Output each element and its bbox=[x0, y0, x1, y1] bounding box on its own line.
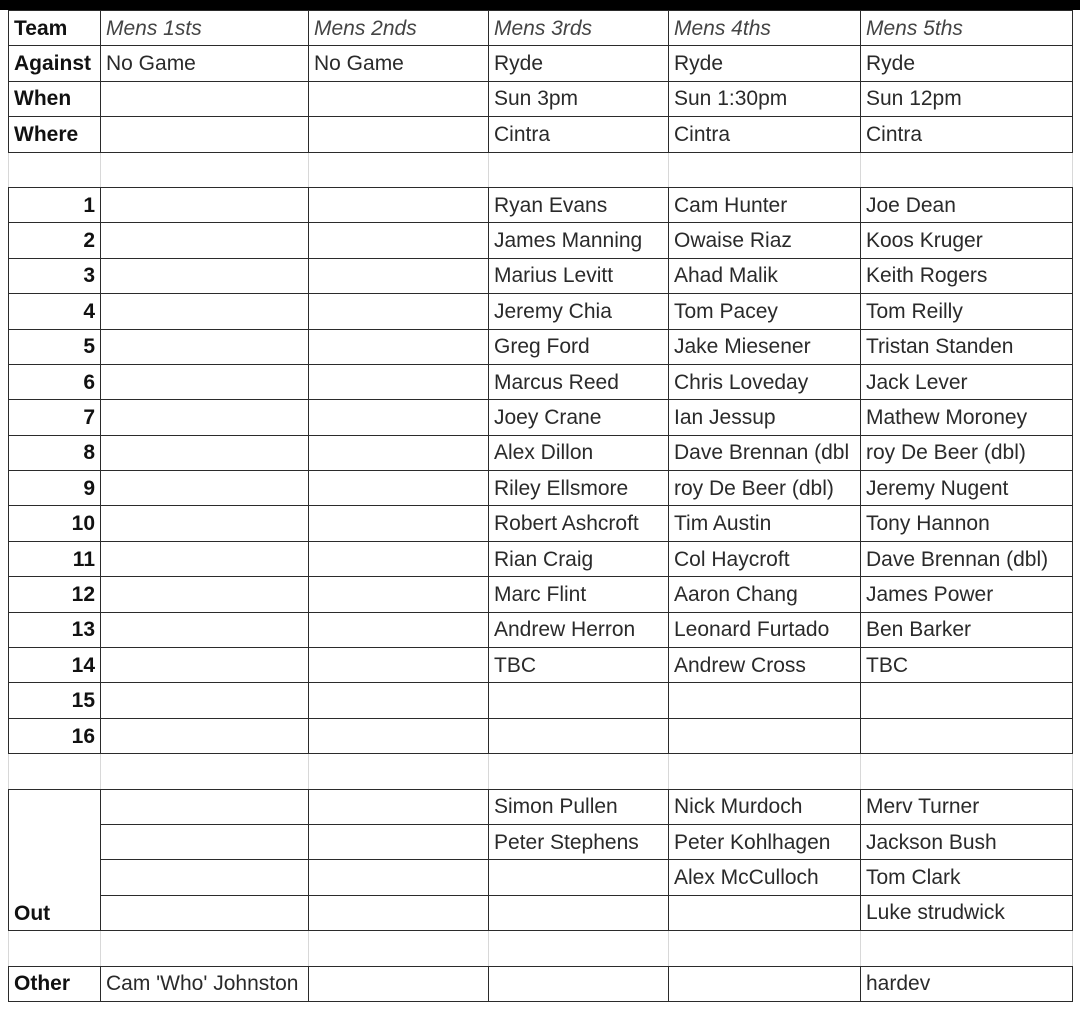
cell[interactable]: Tom Clark bbox=[861, 860, 1073, 895]
cell[interactable]: Ryde bbox=[861, 46, 1073, 81]
player-cell[interactable] bbox=[669, 683, 861, 718]
player-cell[interactable]: Col Haycroft bbox=[669, 541, 861, 576]
cell[interactable] bbox=[489, 931, 669, 966]
player-cell[interactable]: Tim Austin bbox=[669, 506, 861, 541]
player-number[interactable]: 10 bbox=[9, 506, 101, 541]
out-row bbox=[9, 789, 1073, 824]
cell[interactable] bbox=[309, 754, 489, 789]
player-cell[interactable] bbox=[309, 506, 489, 541]
cell[interactable] bbox=[309, 895, 489, 930]
player-cell[interactable] bbox=[309, 435, 489, 470]
player-row bbox=[9, 683, 1073, 718]
player-cell[interactable] bbox=[309, 577, 489, 612]
player-cell[interactable]: Keith Rogers bbox=[861, 258, 1073, 293]
player-cell[interactable] bbox=[669, 718, 861, 753]
other-row bbox=[9, 966, 1073, 1001]
cell[interactable]: Cintra bbox=[861, 117, 1073, 152]
cell[interactable] bbox=[669, 152, 861, 187]
player-rows bbox=[9, 187, 1073, 753]
cell[interactable] bbox=[861, 152, 1073, 187]
cell[interactable] bbox=[489, 152, 669, 187]
player-cell[interactable] bbox=[101, 400, 309, 435]
player-row bbox=[9, 258, 1073, 293]
cell[interactable]: Jackson Bush bbox=[861, 824, 1073, 859]
player-cell[interactable]: Marcus Reed bbox=[489, 364, 669, 399]
cell[interactable]: hardev bbox=[861, 966, 1073, 1001]
player-number[interactable]: 4 bbox=[9, 294, 101, 329]
cell[interactable]: No Game bbox=[101, 46, 309, 81]
player-cell[interactable]: Dave Brennan (dbl bbox=[669, 435, 861, 470]
player-cell[interactable] bbox=[101, 612, 309, 647]
team-header-mens-3rds[interactable]: Mens 3rds bbox=[489, 11, 669, 46]
player-cell[interactable] bbox=[309, 648, 489, 683]
spacer-row bbox=[9, 754, 1073, 789]
player-cell[interactable]: Jeremy Nugent bbox=[861, 471, 1073, 506]
player-cell[interactable]: Riley Ellsmore bbox=[489, 471, 669, 506]
when-label[interactable]: When bbox=[9, 81, 101, 116]
player-number[interactable]: 8 bbox=[9, 435, 101, 470]
cell[interactable] bbox=[489, 966, 669, 1001]
cell[interactable]: Cintra bbox=[489, 117, 669, 152]
player-cell[interactable]: Chris Loveday bbox=[669, 364, 861, 399]
where-label[interactable]: Where bbox=[9, 117, 101, 152]
cell[interactable]: Ryde bbox=[489, 46, 669, 81]
player-number[interactable]: 3 bbox=[9, 258, 101, 293]
out-row bbox=[9, 895, 1073, 930]
player-cell[interactable]: Owaise Riaz bbox=[669, 223, 861, 258]
player-cell[interactable]: Aaron Chang bbox=[669, 577, 861, 612]
header-row bbox=[9, 11, 1073, 46]
player-cell[interactable] bbox=[309, 223, 489, 258]
player-cell[interactable] bbox=[101, 435, 309, 470]
player-number[interactable]: 9 bbox=[9, 471, 101, 506]
player-cell[interactable] bbox=[101, 187, 309, 222]
player-cell[interactable] bbox=[861, 718, 1073, 753]
player-cell[interactable]: Joe Dean bbox=[861, 187, 1073, 222]
player-cell[interactable] bbox=[309, 541, 489, 576]
player-cell[interactable]: Marius Levitt bbox=[489, 258, 669, 293]
cell[interactable] bbox=[669, 754, 861, 789]
cell[interactable] bbox=[101, 81, 309, 116]
cell[interactable] bbox=[489, 895, 669, 930]
player-cell[interactable]: Jeremy Chia bbox=[489, 294, 669, 329]
player-cell[interactable]: Tristan Standen bbox=[861, 329, 1073, 364]
player-cell[interactable] bbox=[309, 683, 489, 718]
player-row bbox=[9, 187, 1073, 222]
player-cell[interactable] bbox=[309, 718, 489, 753]
player-row bbox=[9, 612, 1073, 647]
cell[interactable]: Ryde bbox=[669, 46, 861, 81]
player-cell[interactable]: Tony Hannon bbox=[861, 506, 1073, 541]
cell[interactable] bbox=[101, 152, 309, 187]
team-header-mens-4ths[interactable]: Mens 4ths bbox=[669, 11, 861, 46]
player-cell[interactable]: Tom Pacey bbox=[669, 294, 861, 329]
cell[interactable]: Sun 12pm bbox=[861, 81, 1073, 116]
player-cell[interactable]: Tom Reilly bbox=[861, 294, 1073, 329]
cell[interactable] bbox=[309, 152, 489, 187]
player-cell[interactable]: Alex Dillon bbox=[489, 435, 669, 470]
cell[interactable] bbox=[101, 860, 309, 895]
player-row bbox=[9, 718, 1073, 753]
cell[interactable]: Sun 1:30pm bbox=[669, 81, 861, 116]
player-cell[interactable]: roy De Beer (dbl) bbox=[861, 435, 1073, 470]
player-cell[interactable] bbox=[101, 683, 309, 718]
spacer-row bbox=[9, 152, 1073, 187]
player-row bbox=[9, 541, 1073, 576]
cell[interactable] bbox=[309, 81, 489, 116]
cell[interactable] bbox=[101, 824, 309, 859]
player-cell[interactable]: Jack Lever bbox=[861, 364, 1073, 399]
player-row bbox=[9, 400, 1073, 435]
cell[interactable] bbox=[101, 789, 309, 824]
player-number[interactable]: 13 bbox=[9, 612, 101, 647]
player-cell[interactable] bbox=[309, 329, 489, 364]
player-number[interactable]: 14 bbox=[9, 648, 101, 683]
cell[interactable] bbox=[861, 931, 1073, 966]
player-cell[interactable]: Dave Brennan (dbl) bbox=[861, 541, 1073, 576]
player-cell[interactable] bbox=[101, 577, 309, 612]
player-row bbox=[9, 329, 1073, 364]
cell[interactable] bbox=[669, 895, 861, 930]
player-cell[interactable]: Rian Craig bbox=[489, 541, 669, 576]
cell[interactable] bbox=[309, 931, 489, 966]
other-label[interactable]: Other bbox=[9, 966, 101, 1001]
cell[interactable] bbox=[309, 966, 489, 1001]
player-cell[interactable] bbox=[101, 718, 309, 753]
player-number[interactable]: 2 bbox=[9, 223, 101, 258]
cell[interactable] bbox=[861, 754, 1073, 789]
player-cell[interactable] bbox=[309, 258, 489, 293]
player-cell[interactable]: Koos Kruger bbox=[861, 223, 1073, 258]
cell[interactable] bbox=[489, 754, 669, 789]
player-cell[interactable] bbox=[309, 612, 489, 647]
player-cell[interactable] bbox=[489, 718, 669, 753]
cell[interactable] bbox=[309, 117, 489, 152]
player-cell[interactable] bbox=[101, 258, 309, 293]
cell[interactable] bbox=[101, 754, 309, 789]
player-number[interactable]: 7 bbox=[9, 400, 101, 435]
player-cell[interactable] bbox=[489, 683, 669, 718]
player-number[interactable]: 5 bbox=[9, 329, 101, 364]
player-row bbox=[9, 294, 1073, 329]
player-number[interactable]: 11 bbox=[9, 541, 101, 576]
player-cell[interactable]: Marc Flint bbox=[489, 577, 669, 612]
player-number[interactable]: 16 bbox=[9, 718, 101, 753]
player-row bbox=[9, 506, 1073, 541]
player-row bbox=[9, 364, 1073, 399]
player-row bbox=[9, 648, 1073, 683]
player-row bbox=[9, 577, 1073, 612]
player-cell[interactable] bbox=[101, 506, 309, 541]
cell[interactable]: Luke strudwick bbox=[861, 895, 1073, 930]
player-number[interactable]: 12 bbox=[9, 577, 101, 612]
team-header-mens-1sts[interactable]: Mens 1sts bbox=[101, 11, 309, 46]
cell[interactable] bbox=[101, 931, 309, 966]
player-cell[interactable] bbox=[101, 364, 309, 399]
player-cell[interactable]: Robert Ashcroft bbox=[489, 506, 669, 541]
player-number[interactable]: 6 bbox=[9, 364, 101, 399]
player-cell[interactable]: Ryan Evans bbox=[489, 187, 669, 222]
team-header-mens-5ths[interactable]: Mens 5ths bbox=[861, 11, 1073, 46]
out-row bbox=[9, 860, 1073, 895]
cell[interactable] bbox=[9, 152, 101, 187]
player-cell[interactable]: James Power bbox=[861, 577, 1073, 612]
cell[interactable]: Alex McCulloch bbox=[669, 860, 861, 895]
player-cell[interactable] bbox=[101, 329, 309, 364]
cell[interactable]: Cam 'Who' Johnston bbox=[101, 966, 309, 1001]
cell[interactable]: Merv Turner bbox=[861, 789, 1073, 824]
cell[interactable] bbox=[669, 931, 861, 966]
cell[interactable] bbox=[309, 824, 489, 859]
cell[interactable] bbox=[101, 117, 309, 152]
cell[interactable] bbox=[489, 860, 669, 895]
player-cell[interactable]: Greg Ford bbox=[489, 329, 669, 364]
cell[interactable] bbox=[669, 966, 861, 1001]
cell[interactable]: Cintra bbox=[669, 117, 861, 152]
top-dark-bar bbox=[0, 0, 1080, 10]
player-cell[interactable]: Joey Crane bbox=[489, 400, 669, 435]
player-cell[interactable]: Andrew Cross bbox=[669, 648, 861, 683]
cell[interactable]: Nick Murdoch bbox=[669, 789, 861, 824]
player-cell[interactable] bbox=[309, 400, 489, 435]
player-cell[interactable] bbox=[861, 683, 1073, 718]
cell[interactable]: No Game bbox=[309, 46, 489, 81]
player-cell[interactable]: roy De Beer (dbl) bbox=[669, 471, 861, 506]
player-cell[interactable] bbox=[101, 294, 309, 329]
against-row bbox=[9, 46, 1073, 81]
player-cell[interactable]: Ben Barker bbox=[861, 612, 1073, 647]
player-row bbox=[9, 223, 1073, 258]
player-cell[interactable] bbox=[101, 648, 309, 683]
cell[interactable]: Peter Kohlhagen bbox=[669, 824, 861, 859]
player-cell[interactable]: Ahad Malik bbox=[669, 258, 861, 293]
player-cell[interactable]: Leonard Furtado bbox=[669, 612, 861, 647]
player-cell[interactable] bbox=[309, 187, 489, 222]
cell[interactable]: Peter Stephens bbox=[489, 824, 669, 859]
player-cell[interactable] bbox=[101, 471, 309, 506]
player-cell[interactable]: Andrew Herron bbox=[489, 612, 669, 647]
player-row bbox=[9, 435, 1073, 470]
out-row bbox=[9, 824, 1073, 859]
against-label[interactable]: Against bbox=[9, 46, 101, 81]
cell[interactable]: Simon Pullen bbox=[489, 789, 669, 824]
cell[interactable]: Sun 3pm bbox=[489, 81, 669, 116]
player-cell[interactable]: Cam Hunter bbox=[669, 187, 861, 222]
player-number[interactable]: 15 bbox=[9, 683, 101, 718]
team-header-mens-2nds[interactable]: Mens 2nds bbox=[309, 11, 489, 46]
cell[interactable] bbox=[309, 789, 489, 824]
team-selection-table bbox=[8, 10, 1073, 1002]
out-label[interactable]: Out bbox=[9, 789, 101, 931]
spacer-row bbox=[9, 931, 1073, 966]
player-cell[interactable] bbox=[309, 294, 489, 329]
where-row bbox=[9, 117, 1073, 152]
player-cell[interactable] bbox=[309, 471, 489, 506]
when-row bbox=[9, 81, 1073, 116]
cell[interactable] bbox=[101, 895, 309, 930]
player-row bbox=[9, 471, 1073, 506]
player-cell[interactable] bbox=[101, 223, 309, 258]
player-cell[interactable]: TBC bbox=[489, 648, 669, 683]
cell[interactable] bbox=[309, 860, 489, 895]
player-cell[interactable] bbox=[309, 364, 489, 399]
cell[interactable] bbox=[9, 931, 101, 966]
player-number[interactable]: 1 bbox=[9, 187, 101, 222]
cell[interactable] bbox=[9, 754, 101, 789]
player-cell[interactable]: Ian Jessup bbox=[669, 400, 861, 435]
player-cell[interactable]: James Manning bbox=[489, 223, 669, 258]
player-cell[interactable]: Jake Miesener bbox=[669, 329, 861, 364]
team-label[interactable]: Team bbox=[9, 11, 101, 46]
player-cell[interactable]: Mathew Moroney bbox=[861, 400, 1073, 435]
player-cell[interactable]: TBC bbox=[861, 648, 1073, 683]
player-cell[interactable] bbox=[101, 541, 309, 576]
